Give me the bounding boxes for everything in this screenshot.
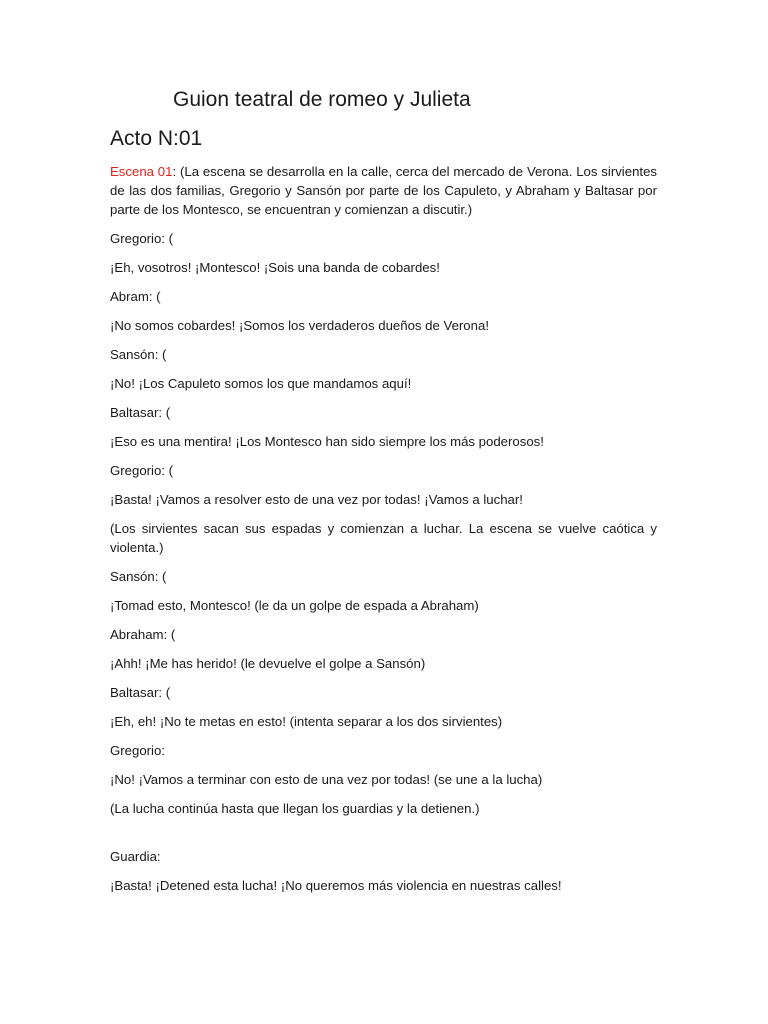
- dialogue-line: ¡No! ¡Vamos a terminar con esto de una vez por todas! (se une a la lucha): [110, 772, 543, 787]
- speaker-line: Sansón: (: [110, 347, 167, 362]
- speaker-line: Abraham: (: [110, 627, 176, 642]
- stage-direction: (La lucha continúa hasta que llegan los guardias y la detienen.): [110, 801, 480, 816]
- dialogue-line: ¡Tomad esto, Montesco! (le da un golpe de espada a Abraham): [110, 598, 479, 613]
- stage-direction: (Los sirvientes sacan sus espadas y comienzan a luchar. La escena se vuelve caótica y violenta.): [110, 521, 657, 555]
- dialogue-line: ¡Eh, eh! ¡No te metas en esto! (intenta separar a los dos sirvientes): [110, 714, 503, 729]
- dialogue-line: ¡Eso es una mentira! ¡Los Montesco han sido siempre los más poderosos!: [110, 434, 544, 449]
- speaker-line: Baltasar: (: [110, 685, 171, 700]
- speaker-line: Sansón: (: [110, 569, 167, 584]
- speaker-line: Gregorio: (: [110, 463, 174, 478]
- dialogue-line: ¡Basta! ¡Vamos a resolver esto de una vez por todas! ¡Vamos a luchar!: [110, 492, 523, 507]
- scene-label: Escena 01: [110, 164, 173, 179]
- dialogue-line: ¡No somos cobardes! ¡Somos los verdaderos dueños de Verona!: [110, 318, 489, 333]
- scene-description: : (La escena se desarrolla en la calle, cerca del mercado de Verona. Los sirvientes de las dos familias, Gregorio y Sansón por parte de los Capuleto, y Abraham y Baltasar por parte de los Montesco, se encuentran y comienzan a discutir.): [110, 164, 657, 217]
- speaker-line: Guardia:: [110, 849, 161, 864]
- speaker-line: Abram: (: [110, 289, 161, 304]
- act-heading: Acto N:01: [110, 127, 203, 150]
- document-title: Guion teatral de romeo y Julieta: [173, 88, 471, 111]
- dialogue-line: ¡No! ¡Los Capuleto somos los que mandamos aquí!: [110, 376, 412, 391]
- dialogue-line: ¡Basta! ¡Detened esta lucha! ¡No queremos más violencia en nuestras calles!: [110, 878, 562, 893]
- dialogue-line: ¡Ahh! ¡Me has herido! (le devuelve el golpe a Sansón): [110, 656, 426, 671]
- speaker-line: Gregorio:: [110, 743, 165, 758]
- dialogue-line: ¡Eh, vosotros! ¡Montesco! ¡Sois una banda de cobardes!: [110, 260, 440, 275]
- script-body: [110, 162, 657, 895]
- scene-intro: [110, 162, 657, 219]
- speaker-line: Gregorio: (: [110, 231, 174, 246]
- speaker-line: Baltasar: (: [110, 405, 171, 420]
